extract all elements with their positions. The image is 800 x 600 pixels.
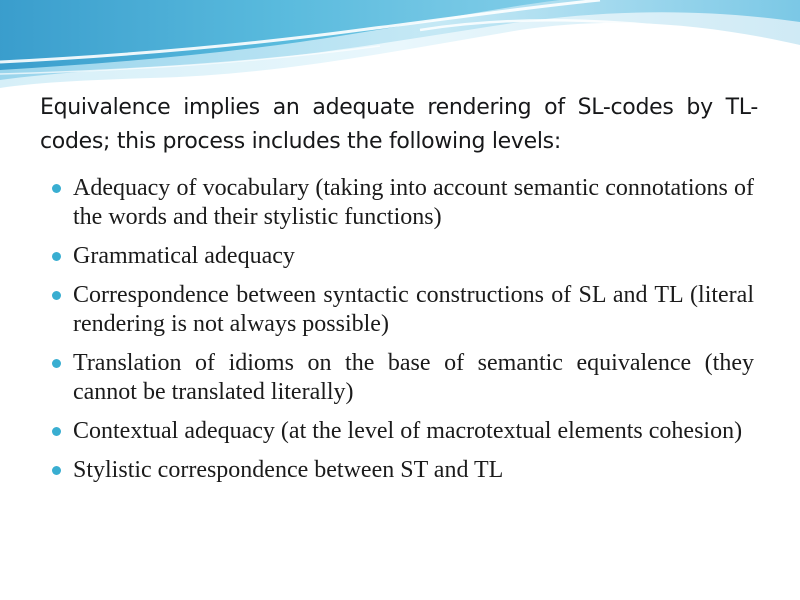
bullet-item (52, 281, 754, 339)
bullet-text: Correspondence between syntactic constructions of SL and TL (literal rendering is not always possible) (73, 282, 754, 337)
bullet-dot-icon (52, 184, 61, 193)
bullet-text: Grammatical adequacy (73, 243, 295, 269)
header-wave-decoration (0, 0, 800, 95)
bullet-text: Stylistic correspondence between ST and TL (73, 457, 504, 483)
bullet-dot-icon (52, 466, 61, 475)
bullet-item (52, 242, 754, 271)
bullet-dot-icon (52, 427, 61, 436)
bullet-item (52, 174, 754, 232)
bullet-text: Translation of idioms on the base of semantic equivalence (they cannot be translated literally) (73, 350, 754, 405)
bullet-dot-icon (52, 359, 61, 368)
bullet-dot-icon (52, 252, 61, 261)
bullet-text: Contextual adequacy (at the level of macrotextual elements cohesion) (73, 418, 743, 444)
bullet-item (52, 417, 754, 446)
bullet-item (52, 349, 754, 407)
slide-title: Equivalence implies an adequate rendering of SL-codes by TL-codes; this process includes the following levels: (40, 95, 758, 154)
bullet-item (52, 456, 754, 485)
bullet-list (52, 174, 754, 495)
bullet-text: Adequacy of vocabulary (taking into account semantic connotations of the words and their stylistic functions) (73, 175, 754, 230)
bullet-dot-icon (52, 291, 61, 300)
